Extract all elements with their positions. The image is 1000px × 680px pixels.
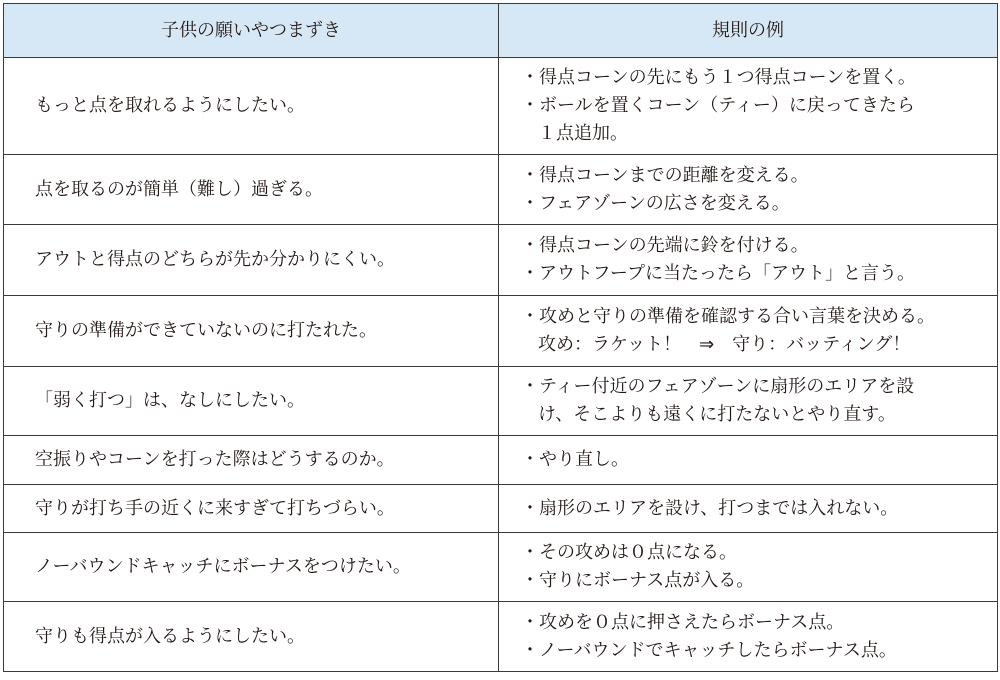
rule-line: ・アウトフープに当たったら「アウト」と言う。 <box>521 263 916 284</box>
header-row <box>4 4 998 58</box>
table-row <box>4 155 998 225</box>
rule-line: ・扇形のエリアを設け、打つまでは入れない。 <box>521 497 899 519</box>
rule-line: ・攻めを０点に押さえたらボーナス点。 <box>521 611 845 633</box>
rule-line: ・ティー付近のフェアゾーンに扇形のエリアを設 <box>521 376 915 397</box>
table-row <box>4 367 998 436</box>
rule-line: ・得点コーンの先にもう１つ得点コーンを置く。 <box>521 67 916 88</box>
wish-cell: もっと点を取れるようにしたい。 <box>4 58 499 155</box>
rule-line: １点追加。 <box>538 123 628 144</box>
rules-cell <box>499 296 998 367</box>
rule-line: ・得点コーンの先端に鈴を付ける。 <box>521 235 809 256</box>
table-row <box>4 436 998 485</box>
table-row <box>4 296 998 367</box>
rule-line: ・やり直し。 <box>521 449 629 470</box>
rule-line: 攻め：ラケット！ ⇒ 守り：バッティング！ <box>538 334 911 355</box>
rules-cell <box>499 436 998 485</box>
wish-cell: 点を取るのが簡単（難し）過ぎる。 <box>4 155 499 225</box>
rule-line: ・守りにボーナス点が入る。 <box>521 570 755 591</box>
table-row <box>4 533 998 602</box>
header-wish: 子供の願いやつまずき <box>4 4 499 58</box>
table-row <box>4 485 998 533</box>
rule-line: ・ボールを置くコーン（ティー）に戻ってきたら <box>521 95 915 116</box>
table-row <box>4 225 998 296</box>
rule-line: け、そこよりも遠くに打たないとやり直す。 <box>538 404 896 425</box>
wish-cell: 守りの準備ができていないのに打たれた。 <box>4 296 499 367</box>
wish-cell: 守りが打ち手の近くに来すぎて打ちづらい。 <box>4 485 499 533</box>
rules-cell <box>499 367 998 436</box>
rules-table <box>3 3 998 672</box>
wish-cell: 「弱く打つ」は、なしにしたい。 <box>4 367 499 436</box>
header-rules: 規則の例 <box>499 4 998 58</box>
rule-line: ・ノーバウンドでキャッチしたらボーナス点。 <box>521 639 897 661</box>
table-row <box>4 58 998 155</box>
wish-cell: アウトと得点のどちらが先か分かりにくい。 <box>4 225 499 296</box>
rules-cell <box>499 155 998 225</box>
rule-line: ・攻めと守りの準備を確認する合い言葉を決める。 <box>521 306 935 327</box>
rules-cell <box>499 225 998 296</box>
wish-cell: 空振りやコーンを打った際はどうするのか。 <box>4 436 499 485</box>
rules-cell <box>499 485 998 533</box>
rule-line: ・その攻めは０点になる。 <box>521 542 737 563</box>
wish-cell: ノーバウンドキャッチにボーナスをつけたい。 <box>4 533 499 602</box>
rule-line: ・フェアゾーンの広さを変える。 <box>521 192 790 214</box>
rules-cell <box>499 58 998 155</box>
rules-cell <box>499 602 998 672</box>
rules-cell <box>499 533 998 602</box>
table-row <box>4 602 998 672</box>
wish-cell: 守りも得点が入るようにしたい。 <box>4 602 499 672</box>
rule-line: ・得点コーンまでの距離を変える。 <box>521 164 809 186</box>
